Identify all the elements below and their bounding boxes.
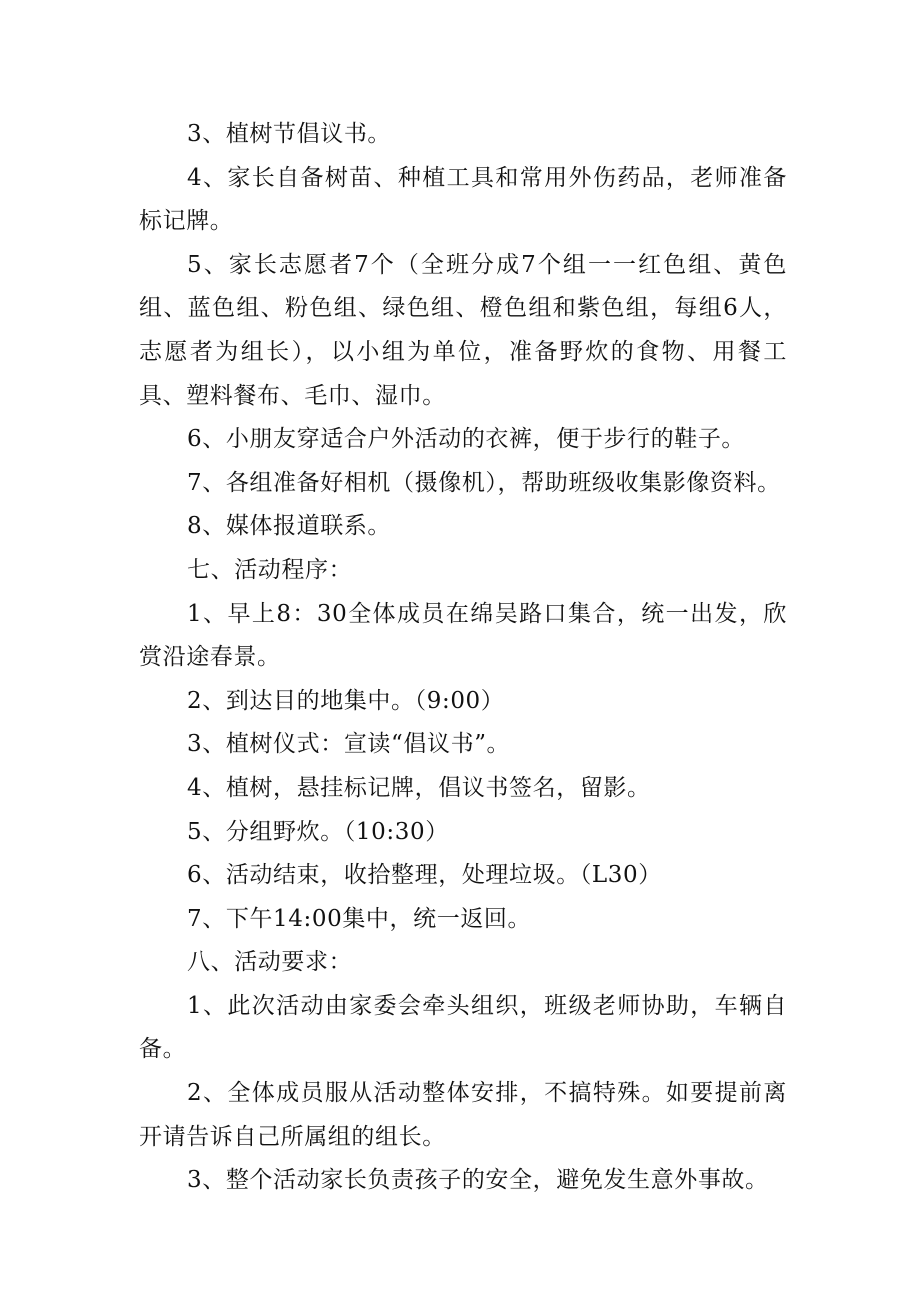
paragraph-procedure-1: 1、早上8：30全体成员在绵吴路口集合，统一出发，欣赏沿途春景。 [139, 600, 787, 671]
document-body [139, 113, 787, 1203]
section-heading-requirements: 八、活动要求： [187, 949, 353, 976]
paragraph-prep-6: 6、小朋友穿适合户外活动的衣裤，便于步行的鞋子。 [187, 426, 746, 453]
paragraph-prep-8: 8、媒体报道联系。 [187, 513, 392, 540]
paragraph-prep-3: 3、植树节倡议书。 [187, 121, 392, 147]
paragraph-procedure-5: 5、分组野炊。（10:30） [187, 818, 449, 845]
section-heading-procedure: 七、活动程序： [187, 556, 353, 583]
paragraph-prep-4: 4、家长自备树苗、种植工具和常用外伤药品，老师准备标记牌。 [139, 164, 787, 235]
paragraph-procedure-2: 2、到达目的地集中。（9:00） [187, 687, 505, 714]
paragraph-prep-7: 7、各组准备好相机（摄像机），帮助班级收集影像资料。 [187, 469, 781, 496]
paragraph-requirement-2: 2、全体成员服从活动整体安排，不搞特殊。如要提前离开请告诉自己所属组的组长。 [139, 1080, 787, 1150]
paragraph-requirement-1: 1、此次活动由家委会牵头组织，班级老师协助，车辆自备。 [139, 992, 787, 1063]
paragraph-procedure-4: 4、植树，悬挂标记牌，倡议书签名，留影。 [187, 774, 651, 801]
paragraph-requirement-3: 3、整个活动家长负责孩子的安全，避免发生意外事故。 [187, 1167, 769, 1194]
paragraph-procedure-7: 7、下午14:00集中，统一返回。 [187, 905, 532, 932]
paragraph-prep-5: 5、家长志愿者7个（全班分成7个组一一红色组、黄色组、蓝色组、粉色组、绿色组、橙色组和紫色组，每组6人，志愿者为组长），以小组为单位，准备野炊的食物、用餐工具、塑料餐布、毛巾、湿巾。 [139, 251, 787, 409]
paragraph-procedure-3: 3、植树仪式：宣读“倡议书”。 [187, 731, 511, 758]
paragraph-procedure-6: 6、活动结束，收拾整理，处理垃圾。（L30） [187, 862, 662, 889]
